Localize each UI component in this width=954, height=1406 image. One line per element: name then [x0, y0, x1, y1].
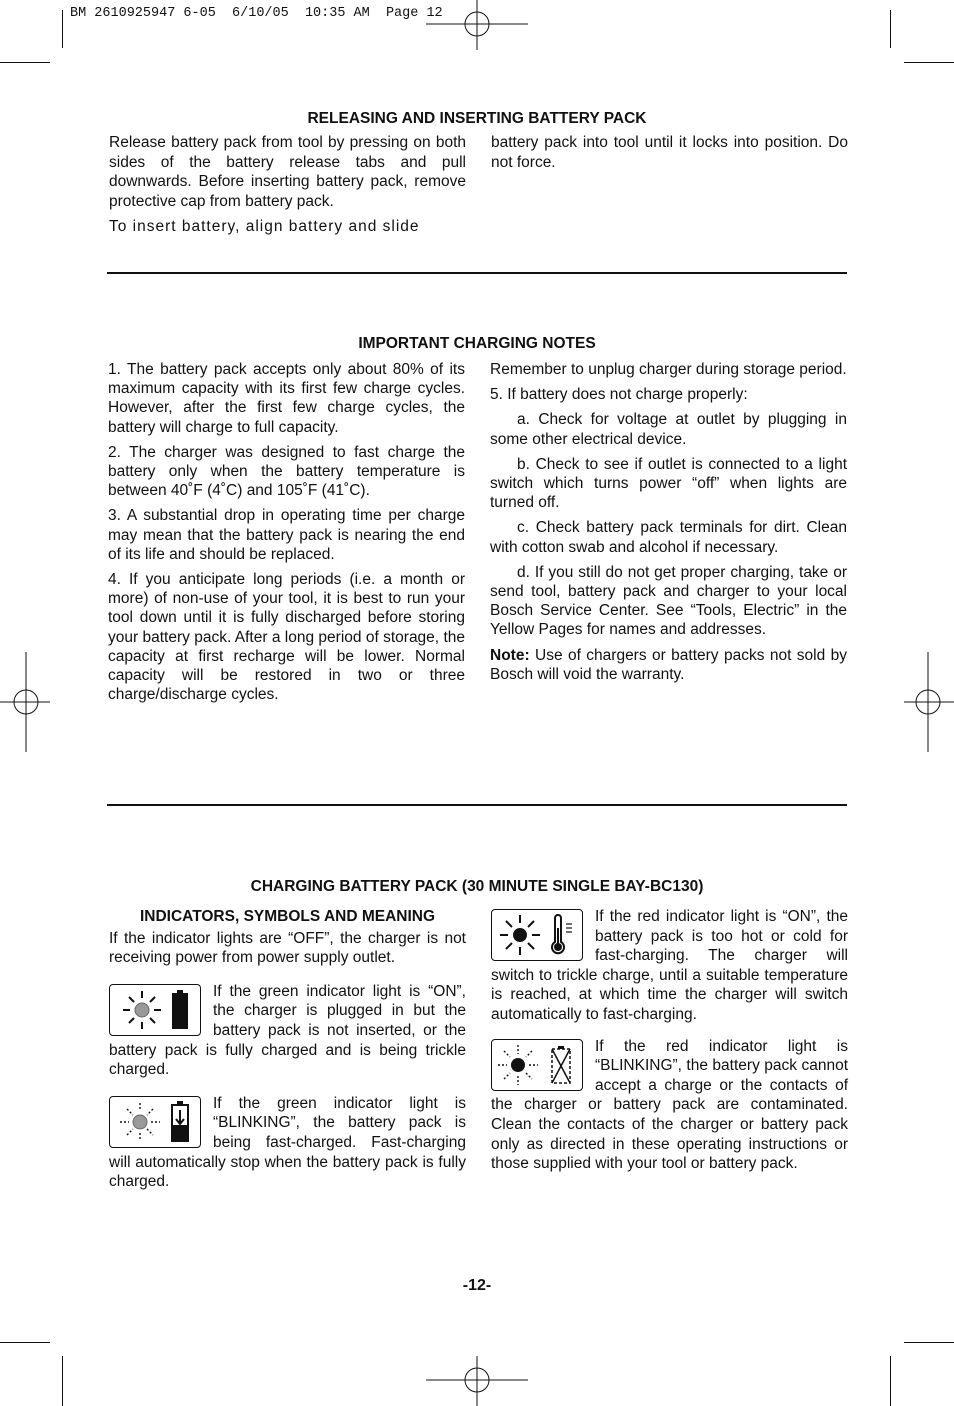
note-item-5c: c. Check battery pack terminals for dirt. Clean with cotton swab and alcohol if necessary. — [490, 519, 847, 556]
section3-right-column — [491, 907, 848, 1180]
paragraph: If the red indicator light is “BLINKING”, the battery pack cannot accept a charge or the contacts of the charger or battery pack are contaminated. Clean the contacts of the charger or battery pack only as directed in these operating instructions or those supplied with your tool or battery pack. — [491, 1037, 848, 1173]
crop-mark-bottom-left-v — [62, 1356, 63, 1406]
note-item-5a: a. Check for voltage at outlet by plugging in some other electrical device. — [490, 411, 847, 448]
paragraph: Remember to unplug charger during storage period. — [490, 361, 847, 378]
section3-left-column — [109, 907, 466, 1198]
paragraph: battery pack into tool until it locks into position. Do not force. — [491, 134, 848, 171]
note-text: Use of chargers or battery packs not sold by Bosch will void the warranty. — [490, 646, 847, 683]
note-item-4: 4. If you anticipate long periods (i.e. a month or more) of non-use of your tool, it is best to run your tool down until it is fully discharged before storing your battery pack. After a long period of storage, the capacity at first recharge will be lower. Normal capacity will be restored in two or three charge/discharge cycles. — [108, 571, 465, 704]
section1-right-column — [491, 133, 848, 178]
section2-left-column — [108, 360, 465, 710]
section-heading-charging-notes: IMPORTANT CHARGING NOTES — [358, 335, 596, 352]
registration-mark-left-icon — [0, 652, 50, 752]
crop-mark-bottom-right-h — [904, 1342, 954, 1343]
paragraph: If the green indicator light is “BLINKING”, the battery pack is being fast-charged. Fast-charging will automatically stop when the battery pack is fully charged. — [109, 1094, 466, 1191]
section-divider — [107, 804, 847, 806]
page-number: -12- — [462, 1277, 492, 1294]
red-light-on-thermometer-icon — [491, 909, 583, 961]
indicators-subheading: INDICATORS, SYMBOLS AND MEANING — [139, 908, 436, 925]
section1-left-column — [109, 133, 466, 243]
green-light-blinking-charging-icon — [109, 1096, 201, 1148]
paragraph: If the green indicator light is “ON”, the charger is plugged in but the battery pack is not inserted, or the battery pack is fully charged and is being trickle charged. — [109, 982, 466, 1079]
section-heading-releasing: RELEASING AND INSERTING BATTERY PACK — [307, 110, 647, 127]
warranty-note — [490, 646, 847, 684]
paragraph: If the red indicator light is “ON”, the battery pack is too hot or cold for fast-charging. The charger will switch to trickle charge, until a suitable temperature is reached, at which time the charger will switch automatically to fast-charging. — [491, 908, 848, 1023]
red-light-blinking-damaged-battery-icon — [491, 1039, 583, 1091]
registration-mark-top-icon — [426, 0, 528, 50]
crop-mark-top-right-h — [904, 62, 954, 63]
crop-mark-bottom-right-v — [890, 1356, 891, 1406]
section-heading-charging-battery: CHARGING BATTERY PACK (30 MINUTE SINGLE BAY-BC130) — [250, 878, 704, 895]
printer-slug: BM 2610925947 6-05 6/10/05 10:35 AM Page 12 — [70, 6, 443, 21]
paragraph: If the indicator lights are “OFF”, the charger is not receiving power from power supply outlet. — [109, 929, 466, 967]
crop-mark-top-left-v — [62, 10, 63, 48]
note-item-5: 5. If battery does not charge properly: — [490, 386, 748, 404]
crop-mark-top-left-h — [0, 62, 50, 63]
note-item-3: 3. A substantial drop in operating time per charge may mean that the battery pack is nearing the end of its life and should be replaced. — [108, 507, 465, 563]
note-item-5d: d. If you still do not get proper charging, take or send tool, battery pack and charger to your local Bosch Service Center. See “Tools, Electric” in the Yellow Pages for names and addresses. — [490, 563, 847, 639]
registration-mark-bottom-icon — [426, 1356, 528, 1406]
paragraph: Release battery pack from tool by pressing on both sides of the battery release tabs and pull downwards. Before inserting battery pack, remove protective cap from battery pack. — [109, 134, 466, 210]
note-item-1: 1. The battery pack accepts only about 80% of its maximum capacity with its first few charge cycles. However, after the first few charge cycles, the battery will charge to full capacity. — [108, 361, 465, 436]
registration-mark-right-icon — [904, 652, 954, 752]
crop-mark-top-right-v — [890, 10, 891, 48]
note-item-2: 2. The charger was designed to fast charge the battery only when the battery temperature is between 40˚F (4˚C) and 105˚F (41˚C). — [108, 443, 465, 500]
paragraph: To insert battery, align battery and slide — [109, 218, 420, 236]
note-label: Note: — [490, 646, 530, 664]
section-divider — [107, 272, 847, 274]
green-light-on-battery-icon — [109, 984, 201, 1036]
section2-right-column — [490, 360, 847, 690]
crop-mark-bottom-left-h — [0, 1342, 50, 1343]
note-item-5b: b. Check to see if outlet is connected to a light switch which turns power “off” when lights are turned off. — [490, 455, 847, 512]
